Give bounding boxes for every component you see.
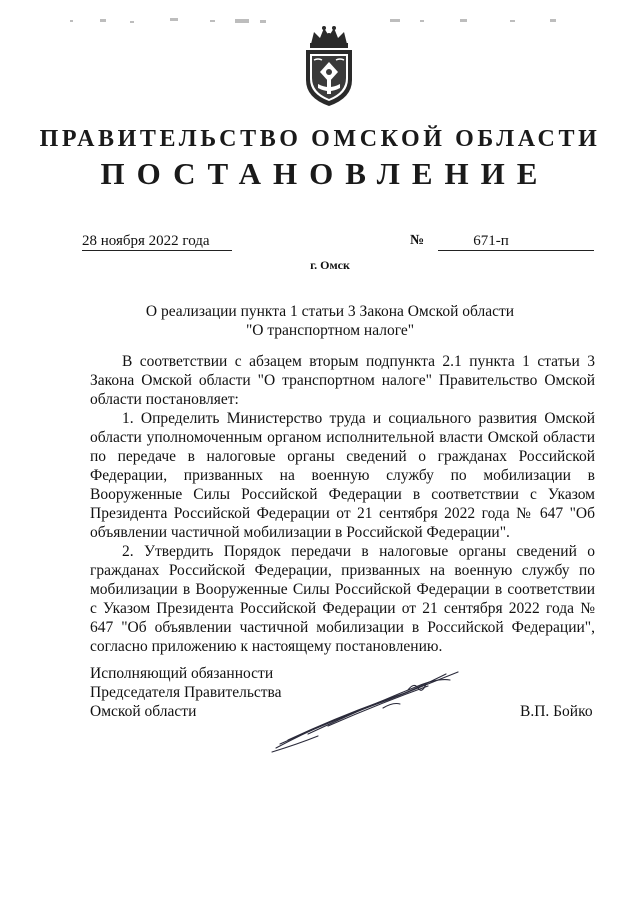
signatory-position [90, 664, 282, 721]
document-body [90, 352, 595, 656]
document-subject [0, 302, 640, 340]
omsk-coat-of-arms-icon [300, 24, 358, 108]
subject-line-2: "О транспортном налоге" [245, 322, 415, 339]
signatory-line-1: Исполняющий обязанности [90, 665, 274, 682]
number-sign: № [410, 233, 425, 248]
body-paragraph-preamble: В соответствии с абзацем вторым подпункта 2.1 пункта 1 статьи 3 Закона Омской области "О транспортном налоге" Правительство Омской области постановляет: [90, 353, 595, 408]
document-date: 28 ноября 2022 года [82, 232, 232, 251]
signatory-line-2: Председателя Правительства [90, 684, 282, 701]
signatory-line-3: Омской области [90, 703, 197, 720]
document-number: 671-п [438, 232, 594, 251]
city-label: г. Омск [310, 258, 350, 272]
government-title: ПРАВИТЕЛЬСТВО ОМСКОЙ ОБЛАСТИ [39, 126, 601, 152]
document-type-title: ПОСТАНОВЛЕНИЕ [100, 156, 550, 191]
body-paragraph-item-1: 1. Определить Министерство труда и социального развития Омской области уполномоченным органом исполнительной власти Омской области по передаче в налоговые органы сведений о гражданах Российской Федерации, призванных на военную службу по мобилизации в Вооруженные Силы Российской Федерации в соответствии с Указом Президента Российской Федерации от 21 сентября 2022 года № 647 "Об объявлении частичной мобилизации в Российской Федерации". [90, 410, 595, 541]
handwritten-signature [268, 660, 468, 760]
subject-line-1: О реализации пункта 1 статьи 3 Закона Омской области [145, 303, 515, 320]
signer-name: В.П. Бойко [520, 703, 593, 720]
body-paragraph-item-2: 2. Утвердить Порядок передачи в налоговые органы сведений о гражданах Российской Федерации, призванных на военную службу по мобилизации в Вооруженные Силы Российской Федерации в соответствии с Указом Президента Российской Федерации от 21 сентября 2022 года № 647 "Об объявлении частичной мобилизации в Российской Федерации", согласно приложению к настоящему постановлению. [90, 543, 595, 655]
